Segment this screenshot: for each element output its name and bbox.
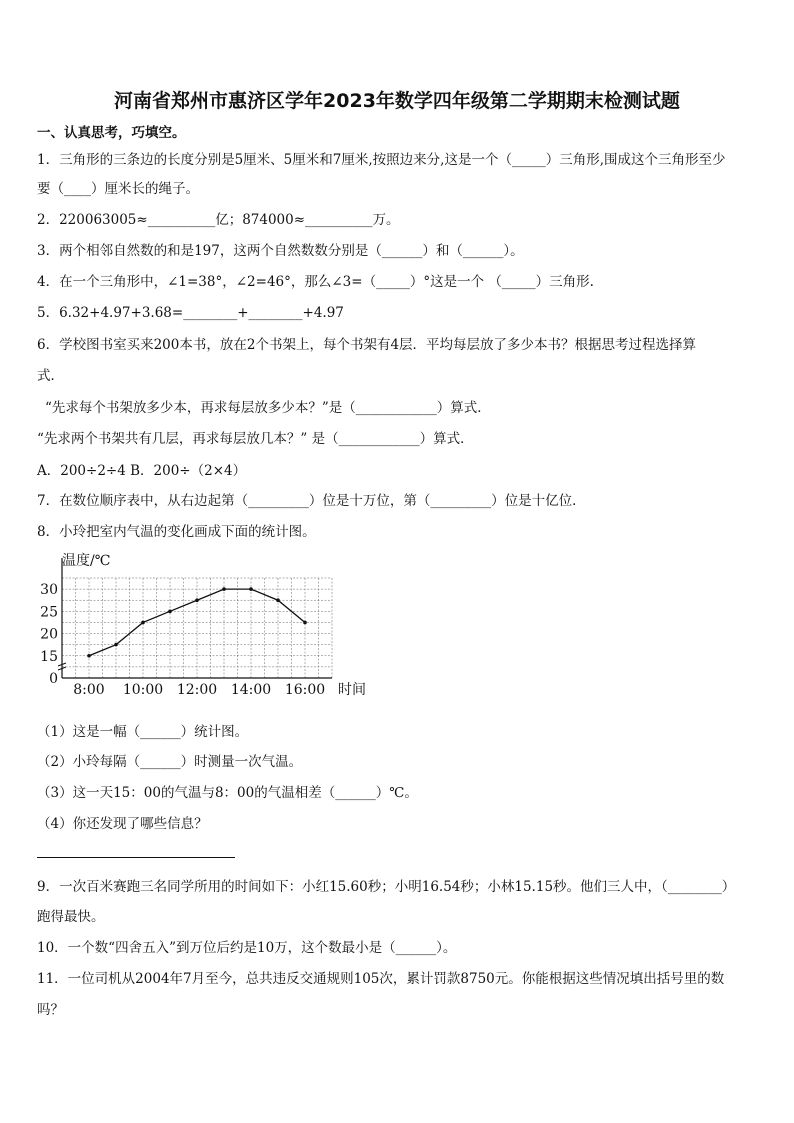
y-axis-label: 温度/℃ bbox=[62, 553, 111, 569]
temperature-line-chart bbox=[40, 548, 380, 708]
question-8-sub-2: （2）小玲每隔（______）时测量一次气温。 bbox=[37, 754, 303, 770]
y-tick-label: 15 bbox=[40, 648, 58, 665]
data-point bbox=[276, 598, 280, 602]
question-7: 7．在数位顺序表中，从右边起第（_________）位是十万位，第（_________）位是十亿位． bbox=[37, 493, 586, 509]
y-tick-label: 20 bbox=[40, 626, 58, 643]
data-point bbox=[114, 643, 118, 647]
question-2: 2．220063005≈__________亿；874000≈__________万。 bbox=[37, 212, 400, 228]
data-point bbox=[222, 587, 226, 591]
question-8-sub-4: （4）你还发现了哪些信息？ bbox=[37, 816, 208, 832]
question-9: 9．一次百米赛跑三名同学所用的时间如下：小红15.60秒；小明16.54秒；小林15.15秒。他们三人中，（________） bbox=[37, 879, 736, 895]
question-6-cont: 式． bbox=[37, 368, 64, 384]
data-point bbox=[141, 621, 145, 625]
question-1: 1．三角形的三条边的长度分别是5厘米、5厘米和7厘米,按照边来分,这是一个（_____）三角形,围成这个三角形至少 bbox=[37, 152, 726, 168]
x-tick-label: 12:00 bbox=[176, 682, 218, 698]
question-1-cont: 要（____）厘米长的绳子。 bbox=[37, 181, 199, 197]
x-tick-label: 10:00 bbox=[122, 682, 164, 698]
question-6-options: A．200÷2÷4 B．200÷（2×4） bbox=[37, 463, 247, 479]
question-6-method-1: “先求每个书架放多少本，再求每层放多少本？”是（____________）算式． bbox=[45, 400, 491, 416]
question-9-cont: 跑得最快。 bbox=[37, 909, 105, 925]
question-10: 10．一个数“四舍五入”到万位后约是10万，这个数最小是（______）。 bbox=[37, 940, 457, 956]
x-axis-label: 时间 bbox=[338, 682, 366, 698]
question-8-sub-3: （3）这一天15：00的气温与8：00的气温相差（______）℃。 bbox=[37, 785, 418, 801]
data-point bbox=[168, 610, 172, 614]
x-tick-label: 16:00 bbox=[284, 682, 326, 698]
question-5: 5．6.32+4.97+3.68=________+________+4.97 bbox=[37, 305, 344, 321]
question-3: 3．两个相邻自然数的和是197，这两个自然数数分别是（______）和（______）。 bbox=[37, 243, 524, 259]
page-title: 河南省郑州市惠济区学年2023年数学四年级第二学期期末检测试题 bbox=[114, 90, 680, 112]
question-8: 8．小玲把室内气温的变化画成下面的统计图。 bbox=[37, 524, 316, 540]
data-point bbox=[303, 621, 307, 625]
section-heading: 一、认真思考，巧填空。 bbox=[37, 125, 186, 141]
y-tick-label: 25 bbox=[40, 604, 58, 621]
chart-grid bbox=[62, 578, 332, 678]
x-tick-labels bbox=[73, 682, 325, 698]
chart-axes bbox=[58, 558, 332, 678]
question-11-cont: 吗？ bbox=[37, 1002, 64, 1018]
data-point bbox=[249, 587, 253, 591]
data-point bbox=[195, 598, 199, 602]
question-6: 6．学校图书室买来200本书，放在2个书架上，每个书架有4层．平均每层放了多少本书？根据思考过程选择算 bbox=[37, 337, 697, 353]
y-tick-label: 30 bbox=[40, 582, 58, 599]
data-point bbox=[87, 654, 91, 658]
x-tick-label: 14:00 bbox=[230, 682, 272, 698]
question-4: 4．在一个三角形中，∠1=38°，∠2=46°，那么∠3=（_____）°这是一个 （_____）三角形. bbox=[37, 274, 594, 290]
question-6-method-2: “先求两个书架共有几层，再求每层放几本？” 是（____________）算式． bbox=[37, 431, 474, 447]
x-tick-label: 8:00 bbox=[73, 682, 105, 698]
y-tick-labels bbox=[40, 582, 58, 687]
question-8-sub-1: （1）这是一幅（______）统计图。 bbox=[37, 724, 249, 740]
question-11: 11．一位司机从2004年7月至今，总共违反交通规则105次，累计罚款8750元。你能根据这些情况填出括号里的数 bbox=[37, 971, 725, 987]
answer-line[interactable] bbox=[37, 857, 235, 858]
y-tick-label: 0 bbox=[49, 671, 58, 687]
